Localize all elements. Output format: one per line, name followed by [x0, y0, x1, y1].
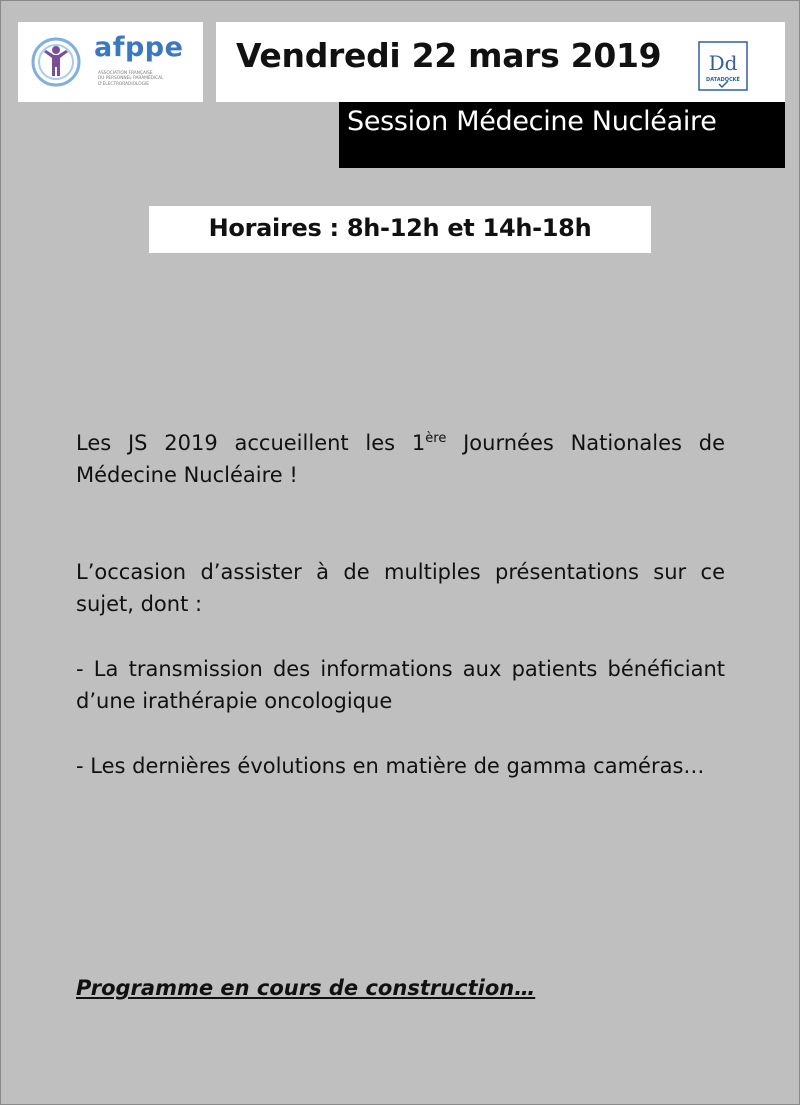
date-banner: [216, 22, 785, 102]
event-date: Vendredi 22 mars 2019: [236, 36, 662, 75]
list-item: - La transmission des informations aux patients bénéficiant d’une irathérapie oncologique: [76, 657, 725, 713]
datadock-badge: [697, 40, 749, 92]
session-title: Session Médecine Nucléaire: [347, 106, 717, 137]
afppe-logo: [18, 22, 203, 102]
occasion-paragraph: L’occasion d’assister à de multiples présentations sur ce sujet, dont :: [76, 560, 725, 616]
hours-banner: [149, 206, 651, 253]
intro-paragraph: [76, 427, 725, 491]
announcement-body: [76, 427, 725, 782]
datadock-mark: Dd: [708, 51, 738, 75]
datadock-label: DATADOCKÉ: [706, 77, 740, 83]
session-banner: [339, 102, 785, 168]
program-status-note: Programme en cours de construction…: [76, 976, 536, 1000]
logo-subtitle: ASSOCIATION FRANÇAISE DU PERSONNEL PARAMÉDICAL D'ÉLECTRORADIOLOGIE: [98, 71, 164, 87]
intro-text-end: Journées Nationales de Médecine Nucléaire !: [76, 431, 725, 487]
person-arms-up-icon: [30, 36, 82, 88]
hours-text: Horaires : 8h-12h et 14h-18h: [208, 214, 592, 242]
datadock-badge-icon: [697, 40, 749, 92]
list-item: - Les dernières évolutions en matière de gamma caméras…: [76, 754, 705, 778]
logo-name: afppe: [94, 32, 184, 63]
intro-superscript: ère: [425, 431, 447, 446]
intro-text-start: Les JS 2019 accueillent les 1: [76, 431, 426, 455]
